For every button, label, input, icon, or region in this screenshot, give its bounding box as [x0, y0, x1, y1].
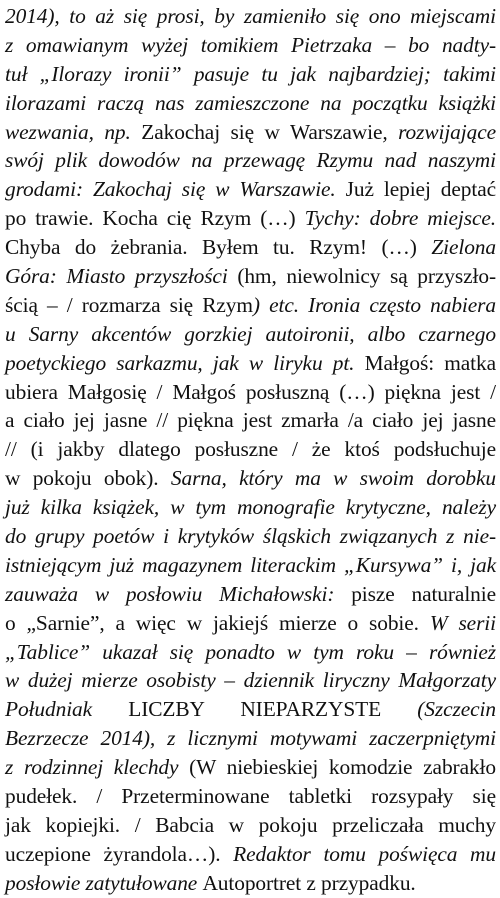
roman-text: Autoportret z przypadku.: [202, 870, 416, 895]
italic-text: zauważa w posłowiu Michałowski:: [5, 581, 352, 606]
text-line: [5, 349, 496, 378]
text-line: [5, 175, 496, 204]
roman-text: // (i jakby dlatego posłuszne / że ktoś podsłuchuje: [5, 437, 496, 462]
roman-text: (W niebieskiej komodzie zabrakło: [189, 755, 496, 780]
roman-text: ubiera Małgosię / Małgoś posłuszną (…) piękna jest /: [5, 379, 496, 404]
italic-text: Południak: [5, 697, 129, 722]
text-line: [5, 609, 496, 638]
italic-text: już kilka książek, w tym monografie krytyczne, należy: [5, 495, 496, 520]
roman-text: Już lepiej deptać: [345, 177, 496, 202]
roman-text: jak kopiejki. / Babcia w pokoju przeliczała muchy: [5, 812, 496, 837]
text-line: [5, 493, 496, 522]
roman-text: (hm, niewolnicy są przyszło-: [237, 264, 496, 289]
text-line: [5, 522, 496, 551]
italic-text: u Sarny akcentów gorzkiej autoironii, albo czarnego: [5, 321, 496, 346]
text-line: [5, 262, 496, 291]
italic-text: , rozwijające: [382, 119, 497, 144]
text-line: [5, 580, 496, 609]
italic-text: Sarna, który ma w swoim dorobku: [170, 466, 497, 491]
italic-text: istniejącym już magazynem literackim „Kursywa” i, jak: [5, 552, 496, 577]
italic-text: Tychy: dobre miejsce.: [304, 206, 496, 231]
text-line: [5, 2, 496, 31]
text-line: [5, 811, 496, 840]
text-line: [5, 118, 496, 147]
text-line: [5, 31, 496, 60]
italic-text: ilorazami raczą nas zamieszczone na początku książki: [5, 90, 496, 115]
text-line: [5, 435, 496, 464]
italic-text: Bezrzecze 2014), z licznymi motywami zaczerpniętymi: [5, 726, 496, 751]
italic-text: Góra: Miasto przyszłości: [5, 264, 238, 289]
text-line: [5, 406, 496, 435]
roman-text: po trawie. Kocha cię Rzym (…): [5, 206, 305, 231]
italic-text: Redaktor tomu poświęca mu: [233, 841, 496, 866]
italic-text: posłowie zatytułowane: [5, 870, 203, 895]
text-line: [5, 551, 496, 580]
roman-text: LICZBY NIEPARZYSTE: [128, 697, 418, 722]
italic-text: wezwania, np.: [5, 119, 142, 144]
roman-text: Chyba do żebrania. Byłem tu. Rzym! (…): [5, 235, 432, 260]
roman-text: Małgoś: matka: [364, 350, 496, 375]
roman-text: pisze naturalnie: [351, 581, 496, 606]
text-line: [5, 724, 496, 753]
italic-text: ) etc. Ironia często nabiera: [252, 292, 496, 317]
italic-text: (Szczecin: [417, 697, 496, 722]
roman-text: o „Sarnie”, a więc w jakiejś mierze o sobie.: [5, 610, 430, 635]
roman-text: a ciało jej jasne // piękna jest zmarła /a ciało jej jasne: [5, 408, 496, 433]
text-line: [5, 753, 496, 782]
text-line: [5, 666, 496, 695]
italic-text: w dużej mierze osobisty – dziennik liryczny Małgorzaty: [5, 668, 496, 693]
roman-text: ścią – / rozmarza się Rzym: [5, 292, 253, 317]
roman-text: Zakochaj się w Warszawie: [141, 119, 383, 144]
text-line: [5, 60, 496, 89]
text-line: [5, 840, 496, 869]
italic-text: swój plik dowodów na przewagę Rzymu nad naszymi: [5, 148, 496, 173]
italic-text: W serii: [429, 610, 496, 635]
roman-text: w pokoju obok).: [5, 466, 171, 491]
text-line: [5, 782, 496, 811]
text-line: [5, 869, 496, 898]
italic-text: poetyckiego sarkazmu, jak w liryku pt.: [5, 350, 365, 375]
text-line: [5, 146, 496, 175]
text-line: [5, 233, 496, 262]
text-line: [5, 291, 496, 320]
text-line: [5, 464, 496, 493]
text-line: [5, 638, 496, 667]
roman-text: uczepione żyrandola…).: [5, 841, 234, 866]
italic-text: do grupy poetów i krytyków śląskich związanych z nie-: [5, 524, 496, 549]
italic-text: grodami: Zakochaj się w Warszawie.: [5, 177, 346, 202]
text-line: [5, 204, 496, 233]
text-line: [5, 378, 496, 407]
text-line: [5, 89, 496, 118]
text-line: [5, 695, 496, 724]
italic-text: z rodzinnej klechdy: [5, 755, 190, 780]
italic-text: 2014), to aż się prosi, by zamieniło się ono miejscami: [5, 4, 496, 28]
italic-text: z omawianym wyżej tomikiem Pietrzaka – bo nadty-: [5, 32, 496, 57]
italic-text: tuł „Ilorazy ironii” pasuje tu jak najbardziej; takimi: [5, 61, 496, 86]
italic-text: „Tablice” ukazał się ponadto w tym roku – również: [5, 639, 496, 664]
italic-text: Zielona: [431, 235, 496, 260]
text-line: [5, 320, 496, 349]
roman-text: pudełek. / Przeterminowane tabletki rozsypały się: [5, 784, 496, 809]
